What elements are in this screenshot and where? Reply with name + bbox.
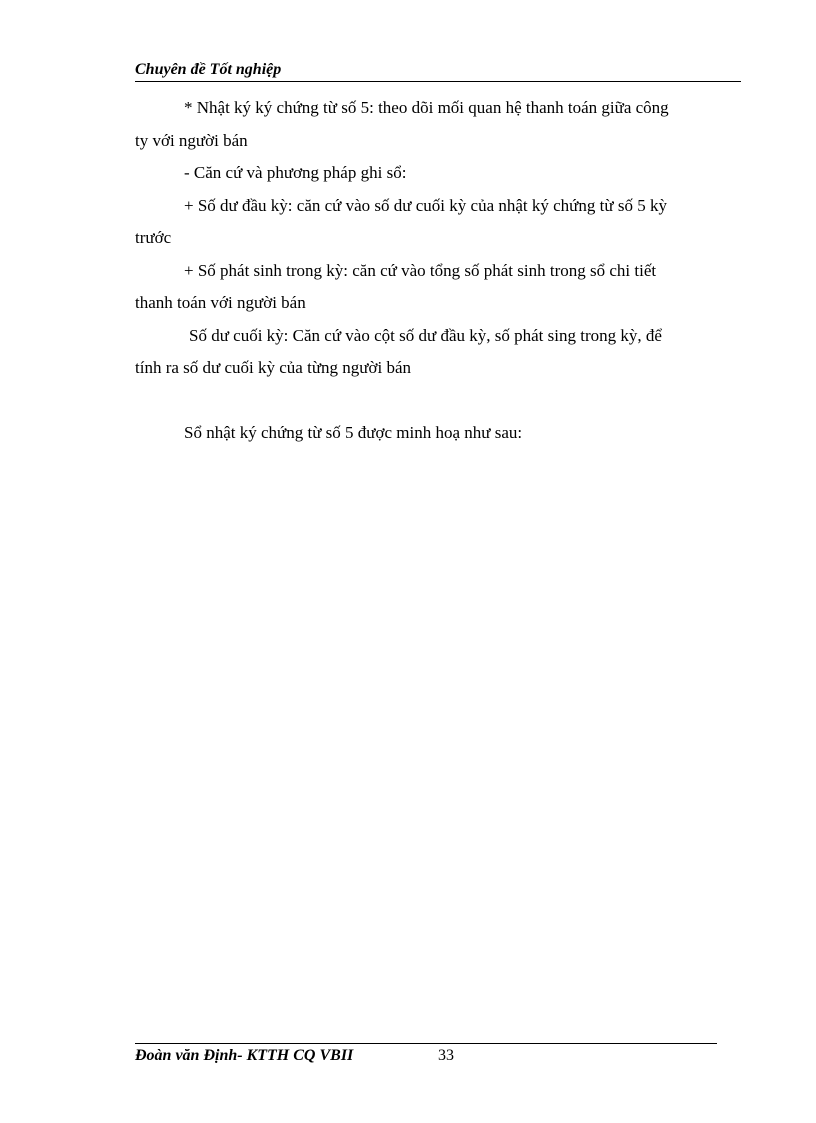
- paragraph-line: + Số dư đầu kỳ: căn cứ vào số dư cuối kỳ của nhật ký chứng từ số 5 kỳ: [184, 195, 667, 215]
- paragraph-line-continuation: [135, 125, 740, 158]
- footer-author: Đoàn văn Định- KTTH CQ VBII: [135, 1047, 354, 1064]
- paragraph-line: thanh toán với người bán: [135, 293, 306, 312]
- paragraph-line: Sổ nhật ký chứng từ số 5 được minh hoạ như sau:: [184, 423, 523, 442]
- paragraph-line: tính ra số dư cuối kỳ của từng người bán: [135, 358, 412, 377]
- paragraph-line-continuation: [135, 352, 740, 385]
- paragraph-basis-method: [135, 157, 740, 190]
- paragraph-line: - Căn cứ và phương pháp ghi sổ:: [184, 163, 407, 182]
- paragraph-illustration-note: [135, 417, 740, 450]
- footer-divider: [135, 1043, 717, 1044]
- blank-line: [135, 385, 740, 418]
- paragraph-line: + Số phát sinh trong kỳ: căn cứ vào tổng số phát sinh trong sổ chi tiết: [184, 260, 657, 280]
- header-divider: [135, 81, 741, 82]
- paragraph-line: trước: [135, 228, 172, 247]
- paragraph-line: Số dư cuối kỳ: Căn cứ vào cột số dư đầu kỳ, số phát sing trong kỳ, để: [189, 325, 662, 345]
- paragraph-line: * Nhật ký ký chứng từ số 5: theo dõi mối quan hệ thanh toán giữa công: [184, 98, 669, 117]
- paragraph-line-continuation: [135, 222, 740, 255]
- paragraph-opening-balance: [135, 190, 740, 223]
- paragraph-line: ty với người bán: [135, 130, 248, 150]
- paragraph-closing-balance: [135, 320, 740, 353]
- paragraph-period-arising: [135, 255, 740, 288]
- page-number: 33: [438, 1047, 454, 1064]
- paragraph-journal-5-intro: [135, 92, 740, 125]
- page-header-title: Chuyên đề Tốt nghiệp: [135, 61, 282, 78]
- document-body: [135, 92, 740, 450]
- paragraph-line-continuation: [135, 287, 740, 320]
